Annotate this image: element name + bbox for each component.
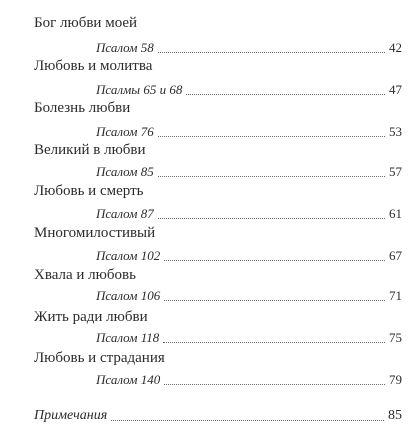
dot-leader <box>158 136 385 137</box>
dot-leader <box>164 260 385 261</box>
toc-notes-line <box>34 407 402 425</box>
toc-entry-psalm-line <box>96 40 402 56</box>
toc-entry-title: Любовь и смерть <box>34 183 144 199</box>
toc-entry-page: 57 <box>389 164 402 179</box>
toc-entry-page: 71 <box>389 288 402 303</box>
toc-entry-page: 53 <box>389 124 402 139</box>
toc-entry-psalm: Псалом 106 <box>96 288 161 303</box>
toc-entry-page: 75 <box>389 330 402 345</box>
toc-entry-psalm: Псалом 58 <box>96 40 154 55</box>
toc-entry-psalm-line <box>96 124 402 140</box>
toc-entry-psalm: Псалом 85 <box>96 164 154 179</box>
toc-entry-psalm: Псалом 118 <box>96 330 160 345</box>
toc-entry-page: 79 <box>389 372 402 387</box>
toc-entry-psalm: Псалмы 65 и 68 <box>96 82 183 97</box>
dot-leader <box>186 94 385 95</box>
toc-entry-title: Жить ради любви <box>34 309 148 325</box>
toc-entry-psalm-line <box>96 248 402 264</box>
dot-leader <box>158 218 385 219</box>
toc-entry-psalm-line <box>96 164 402 180</box>
dot-leader <box>111 420 384 421</box>
toc-entry-page: 67 <box>389 248 402 263</box>
toc-entry-page: 42 <box>389 40 402 55</box>
toc-entry-page: 47 <box>389 82 402 97</box>
toc-notes-label: Примечания <box>34 408 108 423</box>
toc-notes-page: 85 <box>388 408 402 423</box>
toc-entry-page: 61 <box>389 206 402 221</box>
toc-entry-psalm: Псалом 102 <box>96 248 161 263</box>
toc-entry-title: Великий в любви <box>34 142 146 158</box>
toc-entry-psalm-line <box>96 288 402 304</box>
toc-entry-title: Хвала и любовь <box>34 267 136 283</box>
toc-entry-psalm: Псалом 87 <box>96 206 154 221</box>
toc-entry-title: Любовь и страдания <box>34 350 165 366</box>
toc-entry-psalm: Псалом 140 <box>96 372 161 387</box>
toc-entry-title: Любовь и молитва <box>34 58 153 74</box>
toc-entry-title: Болезнь любви <box>34 100 131 116</box>
toc-entry-psalm-line <box>96 330 402 346</box>
dot-leader <box>158 52 385 53</box>
toc-entry-psalm-line <box>96 82 402 98</box>
dot-leader <box>163 342 385 343</box>
dot-leader <box>164 384 385 385</box>
toc-entry-title: Многомилостивый <box>34 225 156 241</box>
toc-entry-psalm-line <box>96 206 402 222</box>
toc-entry-psalm: Псалом 76 <box>96 124 154 139</box>
toc-entry-psalm-line <box>96 372 402 388</box>
toc-entry-title: Бог любви моей <box>34 15 138 31</box>
dot-leader <box>158 176 385 177</box>
dot-leader <box>164 300 385 301</box>
